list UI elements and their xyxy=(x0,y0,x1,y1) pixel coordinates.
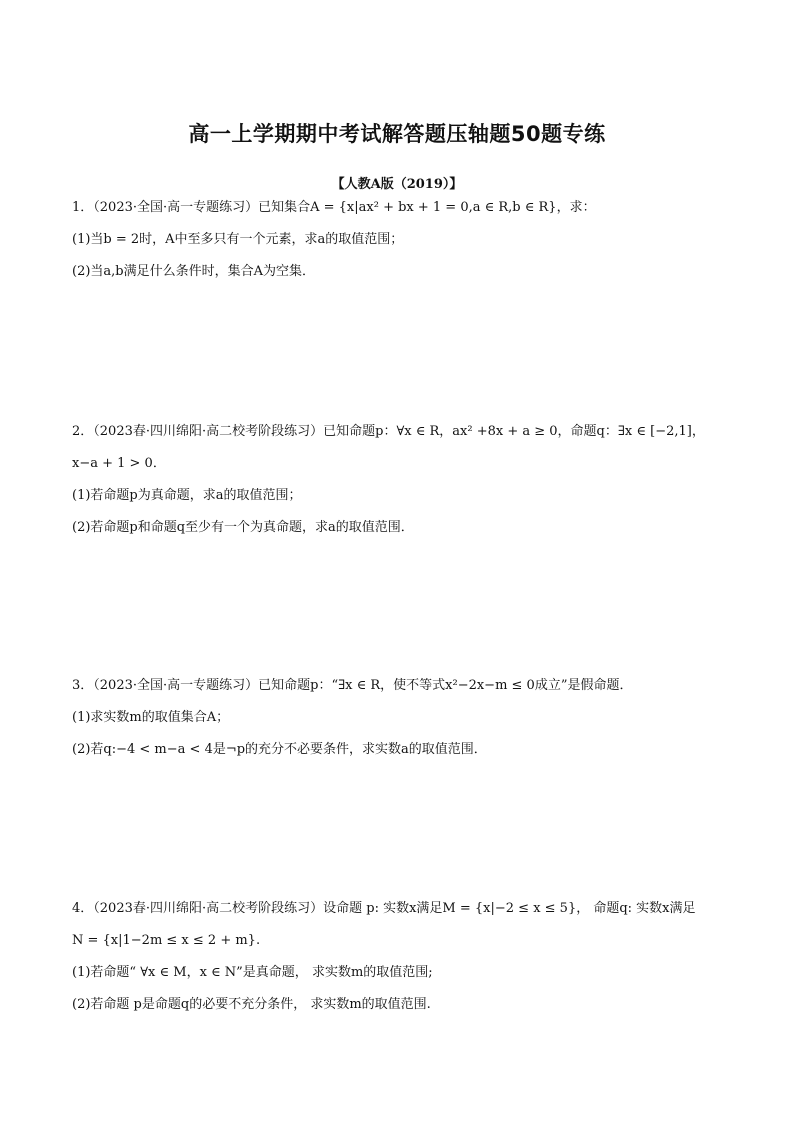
question-4-part-2: (2)若命题 p是命题q的必要不充分条件， 求实数m的取值范围. xyxy=(72,997,431,1012)
question-2-part-2: (2)若命题p和命题q至少有一个为真命题，求a的取值范围． xyxy=(72,520,414,535)
question-1-stem: 1．（2023·全国·高一专题练习）已知集合A = {x|ax² + bx + 1 = 0,a ∈ R,b ∈ R}，求： xyxy=(72,200,596,215)
question-1-part-1: (1)当b = 2时，A中至多只有一个元素，求a的取值范围； xyxy=(72,232,404,247)
question-2-stem-continued: x−a + 1 > 0． xyxy=(72,456,166,471)
question-3-stem: 3．（2023·全国·高一专题练习）已知命题p：“∃x ∈ R，使不等式x²−2x−m ≤ 0成立”是假命题． xyxy=(72,678,633,693)
question-1-part-2: (2)当a,b满足什么条件时，集合A为空集． xyxy=(72,264,316,279)
question-4-stem: 4．（2023春·四川绵阳·高二校考阶段练习）设命题 p: 实数x满足M = {x|−2 ≤ x ≤ 5}， 命题q: 实数x满足 xyxy=(72,901,696,916)
question-2-stem: 2．（2023春·四川绵阳·高二校考阶段练习）已知命题p：∀x ∈ R，ax² +8x + a ≥ 0，命题q：∃x ∈ [−2,1]， xyxy=(72,424,705,439)
question-4-stem-continued: N = {x|1−2m ≤ x ≤ 2 + m}. xyxy=(72,933,261,948)
question-3-part-2: (2)若q:−4 < m−a < 4是¬p的充分不必要条件，求实数a的取值范围． xyxy=(72,742,487,757)
edition-subtitle: 【人教A版（2019）】 xyxy=(331,177,463,192)
page-title: 高一上学期期中考试解答题压轴题50题专练 xyxy=(188,122,606,146)
question-4-part-1: (1)若命题“ ∀x ∈ M，x ∈ N”是真命题， 求实数m的取值范围; xyxy=(72,965,433,980)
question-3-part-1: (1)求实数m的取值集合A； xyxy=(72,710,230,725)
question-2-part-1: (1)若命题p为真命题，求a的取值范围； xyxy=(72,488,302,503)
